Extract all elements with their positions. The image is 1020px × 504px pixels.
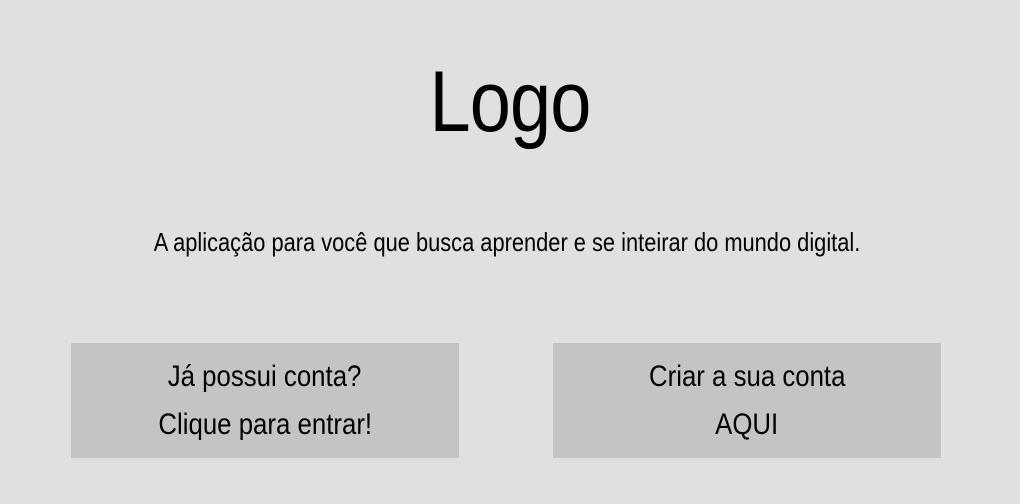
login-button-line2: Clique para entrar! xyxy=(158,407,372,441)
signup-button[interactable] xyxy=(553,343,941,458)
login-button[interactable] xyxy=(71,343,459,458)
logo: Logo xyxy=(429,54,591,150)
signup-button-line2: AQUI xyxy=(715,407,779,441)
tagline: A aplicação para você que busca aprender e se inteirar do mundo digital. xyxy=(153,227,861,257)
signup-button-line1: Criar a sua conta xyxy=(648,359,846,393)
login-button-line1: Já possui conta? xyxy=(168,359,362,393)
